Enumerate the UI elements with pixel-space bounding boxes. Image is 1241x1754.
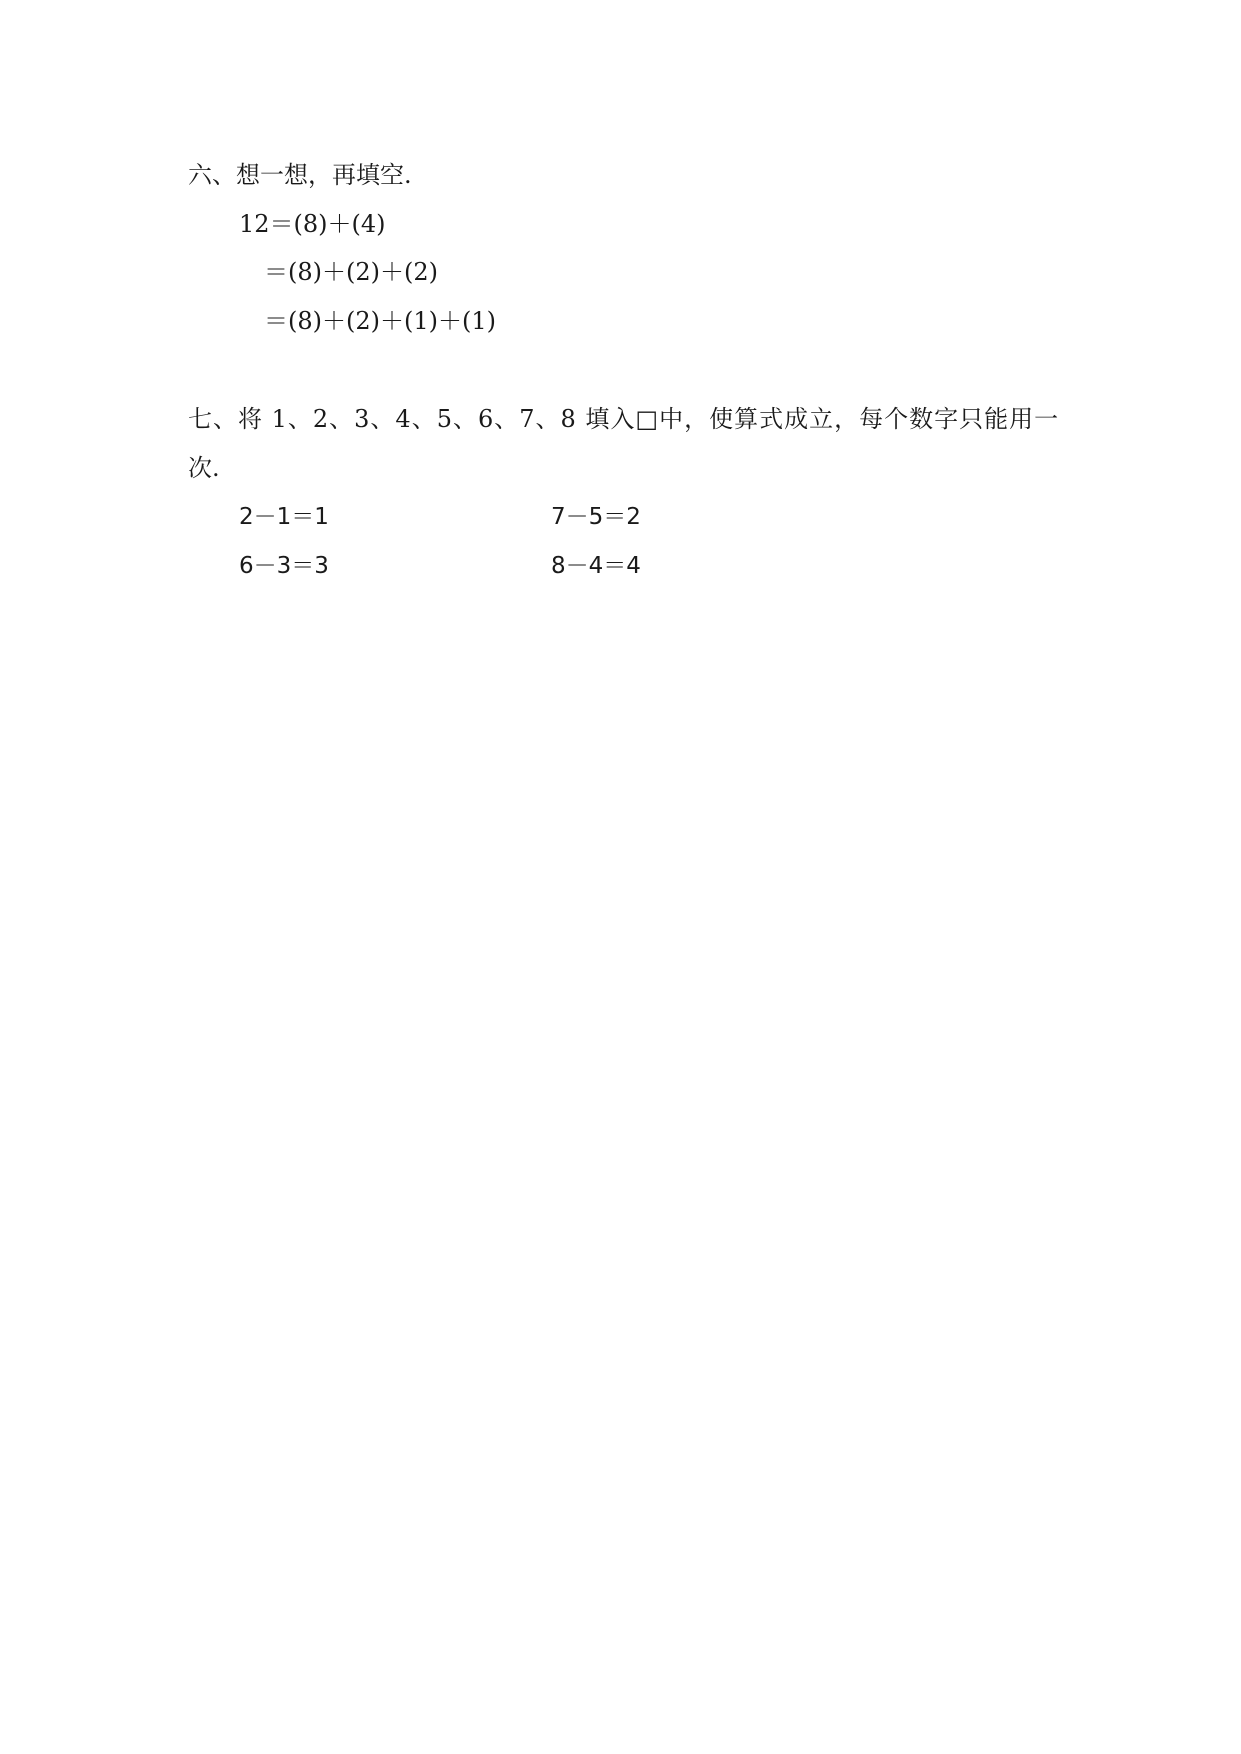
section-7-answer-2: 7－5＝2 — [551, 504, 641, 530]
section-6-equation-1: 12＝(8)＋(4) — [239, 210, 386, 238]
section-7-answer-3: 6－3＝3 — [239, 553, 329, 579]
section-7-answer-4: 8－4＝4 — [551, 553, 641, 579]
section-6-equation-3: ＝(8)＋(2)＋(1)＋(1) — [264, 307, 496, 335]
section-7-title: 七、将 1、2、3、4、5、6、7、8 填入□中，使算式成立，每个数字只能用一 — [188, 405, 1060, 433]
section-7-answer-1: 2－1＝1 — [239, 504, 329, 530]
section-6-title: 六、想一想，再填空. — [188, 161, 412, 189]
section-7-title-continued: 次. — [188, 454, 220, 482]
section-6-equation-2: ＝(8)＋(2)＋(2) — [264, 258, 438, 286]
